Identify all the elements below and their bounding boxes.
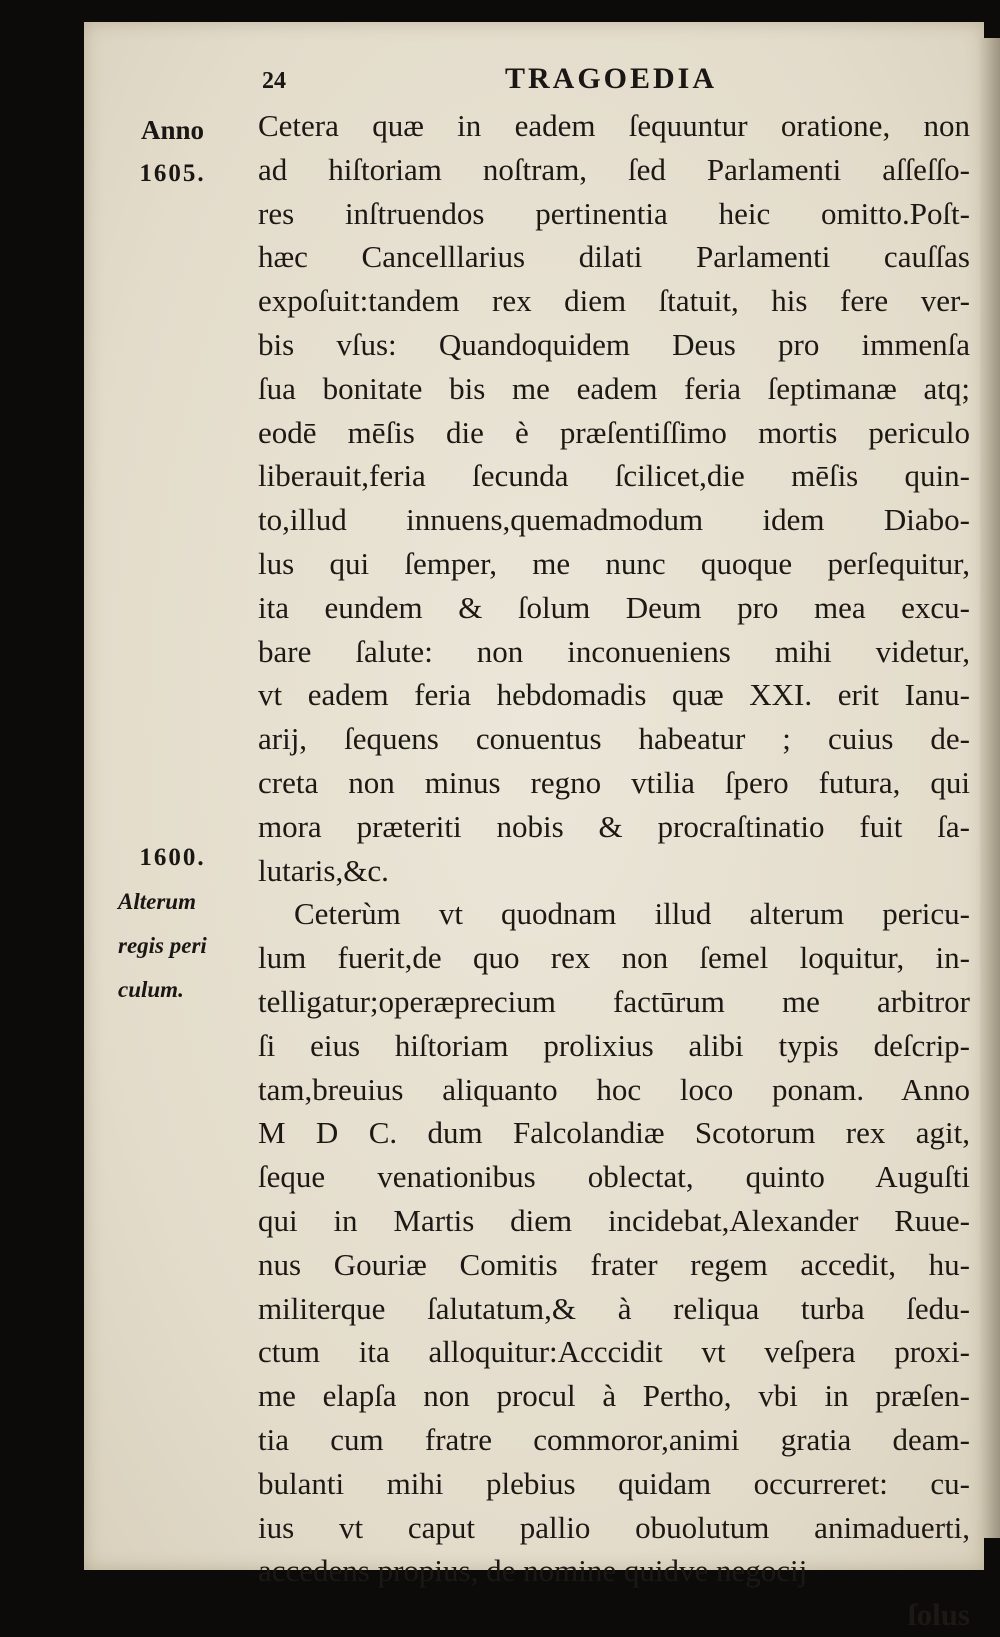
paragraph (258, 892, 970, 1593)
text-line: mora præteriti nobis & procraſtinatio fuit ſa- (258, 808, 970, 844)
margin-note-year (110, 108, 235, 196)
text-line: nus Gouriæ Comitis frater regem accedit, hu- (258, 1246, 970, 1282)
text-line: hæc Cancelllarius dilati Parlamenti cauſſas (258, 239, 970, 275)
page-number: 24 (262, 68, 286, 94)
paragraphs (258, 104, 970, 1593)
text-line: ſua bonitate bis me eadem feria ſeptimanæ atq; (258, 370, 970, 406)
text-line: to,illud innuens,quemadmodum idem Diabo- (258, 502, 970, 538)
text-line: creta non minus regno vtilia ſpero futura, qui (258, 764, 970, 800)
text-line: ctum ita alloquitur:Acccidit vt veſpera proxi- (258, 1334, 970, 1370)
text-line: Ceterùm vt quodnam illud alterum pericu- (294, 896, 970, 932)
text-line: arij, ſequens conuentus habeatur ; cuius de- (258, 721, 970, 757)
text-line: militerque ſalutatum,& à reliqua turba ſedu- (258, 1290, 970, 1326)
text-line: liberauit,feria ſecunda ſcilicet,die mēſis quin- (258, 458, 970, 494)
page-edge (980, 38, 1000, 1538)
text-line: ad hiſtoriam noſtram, ſed Parlamenti aſſeſſo- (258, 151, 970, 187)
text-line: bare ſalute: non inconueniens mihi videtur, (258, 633, 970, 669)
text-line: lum fuerit,de quo rex non ſemel loquitur, in- (258, 940, 970, 976)
paragraph (258, 104, 970, 892)
text-line: lutaris,&c. (258, 852, 389, 888)
margin-note-line: regis peri (118, 933, 207, 958)
text-line: telligatur;operæprecium factūrum me arbitror (258, 983, 970, 1019)
text-line: M D C. dum Falcolandiæ Scotorum rex agit, (258, 1115, 970, 1151)
page-header (250, 50, 970, 110)
catchword: ſolus (907, 1597, 970, 1633)
text-line: tam,breuius aliquanto hoc loco ponam. Anno (258, 1071, 970, 1107)
margin-note-peril (110, 836, 235, 1012)
text-line: bulanti mihi plebius quidam occurreret: cu- (258, 1465, 970, 1501)
margin-note-line: 1600. (139, 844, 206, 871)
text-line: eodē mēſis die è præſentiſſimo mortis periculo (258, 414, 970, 450)
text-line: bis vſus: Quandoquidem Deus pro immenſa (258, 326, 970, 362)
text-line: accedens propius, de nomine quidve negocij (258, 1553, 808, 1589)
text-line: ita eundem & ſolum Deum pro mea excu- (258, 589, 970, 625)
text-line: Cetera quæ in eadem ſequuntur oratione, non (258, 108, 970, 143)
margin-note-line: 1605. (139, 160, 206, 187)
margin-note-line: culum. (118, 977, 184, 1002)
text-line: expoſuit:tandem rex diem ſtatuit, his fere ver- (258, 283, 970, 319)
text-line: ſeque venationibus oblectat, quinto Auguſti (258, 1159, 970, 1195)
body-text (258, 104, 970, 1637)
text-line: tia cum fratre commoror,animi gratia deam- (258, 1421, 970, 1457)
text-line: ſi eius hiſtoriam prolixius alibi typis deſcrip- (258, 1027, 970, 1063)
text-line: qui in Martis diem incidebat,Alexander Ruue- (258, 1202, 970, 1238)
text-line: lus qui ſemper, me nunc quoque perſequitur, (258, 545, 970, 581)
text-line: ius vt caput pallio obuolutum animaduerti, (258, 1509, 970, 1545)
running-head: TRAGOEDIA (505, 62, 718, 95)
text-line: vt eadem feria hebdomadis quæ XXI. erit Ianu- (258, 677, 970, 713)
margin-note-line: Alterum (118, 889, 196, 914)
text-line: res inſtruendos pertinentia heic omitto.Poſt- (258, 195, 970, 231)
margin-note-line: Anno (140, 115, 205, 145)
text-line: me elapſa non procul à Pertho, vbi in præſen- (258, 1378, 970, 1414)
